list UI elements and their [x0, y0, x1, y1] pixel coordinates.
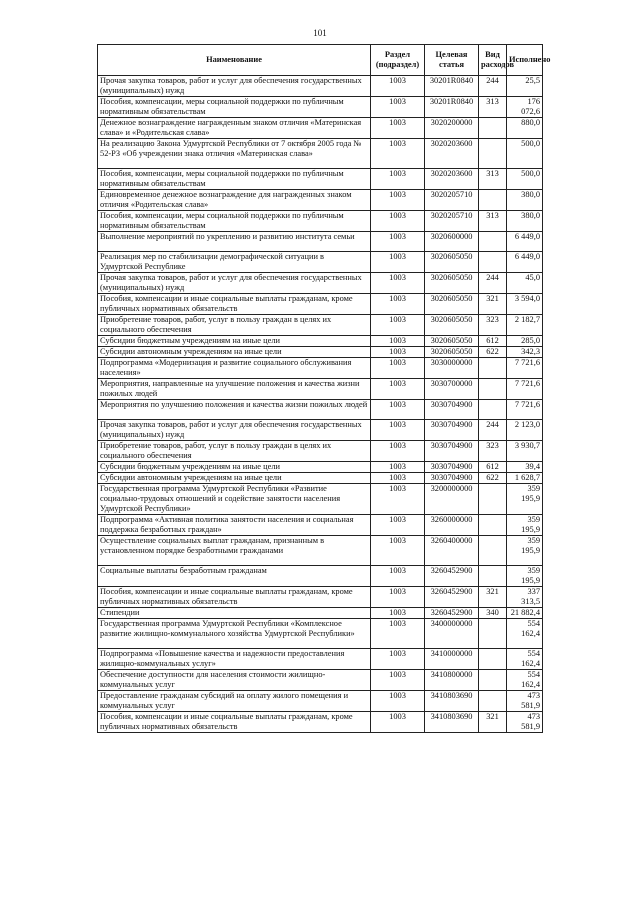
cell-done: 359 195,9: [507, 536, 543, 566]
cell-kind: 244: [479, 76, 507, 97]
cell-done: 380,0: [507, 190, 543, 211]
cell-kind: [479, 619, 507, 649]
cell-section: 1003: [371, 97, 425, 118]
cell-kind: [479, 400, 507, 420]
table-header-row: [98, 45, 543, 76]
cell-kind: 321: [479, 712, 507, 733]
cell-kind: 622: [479, 473, 507, 484]
cell-section: 1003: [371, 211, 425, 232]
cell-name: Осуществление социальных выплат гражданам, признанным в установленном порядке безработными гражданами: [98, 536, 371, 566]
cell-target: 3020605050: [425, 252, 479, 273]
cell-done: 7 721,6: [507, 358, 543, 379]
cell-section: 1003: [371, 358, 425, 379]
cell-done: 880,0: [507, 118, 543, 139]
cell-target: 3030704900: [425, 441, 479, 462]
cell-kind: [479, 358, 507, 379]
cell-section: 1003: [371, 336, 425, 347]
header-done: Исполнено: [507, 45, 543, 76]
table-row: [98, 315, 543, 336]
cell-done: 2 182,7: [507, 315, 543, 336]
table-row: [98, 232, 543, 252]
cell-kind: 244: [479, 420, 507, 441]
cell-section: 1003: [371, 649, 425, 670]
cell-kind: [479, 484, 507, 515]
cell-done: 380,0: [507, 211, 543, 232]
cell-done: 359 195,9: [507, 566, 543, 587]
cell-target: 3260452900: [425, 608, 479, 619]
cell-section: 1003: [371, 566, 425, 587]
cell-kind: 340: [479, 608, 507, 619]
table-row: [98, 358, 543, 379]
table-row: [98, 211, 543, 232]
cell-target: 30201R0840: [425, 76, 479, 97]
cell-kind: [479, 232, 507, 252]
cell-section: 1003: [371, 536, 425, 566]
cell-target: 3020205710: [425, 211, 479, 232]
cell-kind: 313: [479, 211, 507, 232]
cell-done: 554 162,4: [507, 649, 543, 670]
table-row: [98, 649, 543, 670]
cell-done: 21 882,4: [507, 608, 543, 619]
cell-section: 1003: [371, 273, 425, 294]
cell-name: Государственная программа Удмуртской Республики «Развитие социально-трудовых отношений и содействие занятости населения Удмуртской Республики»: [98, 484, 371, 515]
cell-name: Социальные выплаты безработным гражданам: [98, 566, 371, 587]
cell-section: 1003: [371, 441, 425, 462]
cell-target: 3020605050: [425, 336, 479, 347]
cell-section: 1003: [371, 484, 425, 515]
cell-done: 554 162,4: [507, 670, 543, 691]
cell-section: 1003: [371, 619, 425, 649]
table-row: [98, 400, 543, 420]
cell-target: 3020605050: [425, 315, 479, 336]
table-row: [98, 691, 543, 712]
cell-section: 1003: [371, 76, 425, 97]
cell-kind: [479, 252, 507, 273]
cell-target: 3020203600: [425, 139, 479, 169]
table-row: [98, 118, 543, 139]
cell-kind: [479, 649, 507, 670]
cell-done: 554 162,4: [507, 619, 543, 649]
cell-target: 3200000000: [425, 484, 479, 515]
table-row: [98, 294, 543, 315]
cell-section: 1003: [371, 252, 425, 273]
table-row: [98, 169, 543, 190]
cell-name: Подпрограмма «Модернизация и развитие социального обслуживания населения»: [98, 358, 371, 379]
cell-name: Мероприятия по улучшению положения и качества жизни пожилых людей: [98, 400, 371, 420]
table-row: [98, 473, 543, 484]
cell-section: 1003: [371, 400, 425, 420]
cell-section: 1003: [371, 515, 425, 536]
cell-section: 1003: [371, 232, 425, 252]
table-body: [98, 76, 543, 733]
cell-kind: [479, 139, 507, 169]
cell-name: Субсидии бюджетным учреждениям на иные цели: [98, 462, 371, 473]
cell-name: Субсидии бюджетным учреждениям на иные цели: [98, 336, 371, 347]
cell-name: Пособия, компенсации и иные социальные выплаты гражданам, кроме публичных нормативных обязательств: [98, 294, 371, 315]
cell-name: Прочая закупка товаров, работ и услуг для обеспечения государственных (муниципальных) нужд: [98, 273, 371, 294]
table-row: [98, 536, 543, 566]
cell-target: 3030704900: [425, 462, 479, 473]
cell-section: 1003: [371, 294, 425, 315]
cell-done: 1 628,7: [507, 473, 543, 484]
table-row: [98, 420, 543, 441]
cell-done: 3 594,0: [507, 294, 543, 315]
cell-name: Предоставление гражданам субсидий на оплату жилого помещения и коммунальных услуг: [98, 691, 371, 712]
cell-target: 3410803690: [425, 712, 479, 733]
cell-target: 3020203600: [425, 169, 479, 190]
table-row: [98, 515, 543, 536]
cell-target: 3410000000: [425, 649, 479, 670]
cell-done: 45,0: [507, 273, 543, 294]
cell-kind: 313: [479, 169, 507, 190]
cell-kind: 622: [479, 347, 507, 358]
cell-done: 473 581,9: [507, 691, 543, 712]
table-row: [98, 566, 543, 587]
cell-kind: [479, 691, 507, 712]
cell-target: 3410800000: [425, 670, 479, 691]
header-target: Целевая статья: [425, 45, 479, 76]
table-row: [98, 379, 543, 400]
cell-section: 1003: [371, 118, 425, 139]
cell-done: 500,0: [507, 139, 543, 169]
cell-kind: [479, 515, 507, 536]
cell-name: Выполнение мероприятий по укреплению и развитию института семьи: [98, 232, 371, 252]
table-row: [98, 712, 543, 733]
cell-done: 3 930,7: [507, 441, 543, 462]
cell-name: Прочая закупка товаров, работ и услуг для обеспечения государственных (муниципальных) нужд: [98, 420, 371, 441]
cell-kind: [479, 379, 507, 400]
cell-done: 176 072,6: [507, 97, 543, 118]
cell-target: 3260452900: [425, 587, 479, 608]
cell-section: 1003: [371, 139, 425, 169]
budget-table: [97, 44, 551, 733]
cell-name: Денежное вознаграждение награжденным знаком отличия «Материнская слава» и «Родительская слава»: [98, 118, 371, 139]
cell-target: 3030704900: [425, 473, 479, 484]
cell-done: 337 313,5: [507, 587, 543, 608]
cell-kind: [479, 190, 507, 211]
cell-kind: 244: [479, 273, 507, 294]
header-section: Раздел (подраздел): [371, 45, 425, 76]
cell-section: 1003: [371, 473, 425, 484]
cell-name: Приобретение товаров, работ, услуг в пользу граждан в целях их социального обеспечения: [98, 315, 371, 336]
cell-target: 3260400000: [425, 536, 479, 566]
table-row: [98, 76, 543, 97]
cell-kind: [479, 566, 507, 587]
cell-target: 3020605050: [425, 273, 479, 294]
cell-done: 500,0: [507, 169, 543, 190]
cell-kind: [479, 536, 507, 566]
cell-section: 1003: [371, 347, 425, 358]
cell-section: 1003: [371, 169, 425, 190]
table-row: [98, 347, 543, 358]
cell-done: 285,0: [507, 336, 543, 347]
table-row: [98, 252, 543, 273]
cell-section: 1003: [371, 712, 425, 733]
table-row: [98, 462, 543, 473]
cell-kind: 321: [479, 294, 507, 315]
cell-target: 3020605050: [425, 347, 479, 358]
header-name: Наименование: [98, 45, 371, 76]
cell-done: 25,5: [507, 76, 543, 97]
cell-done: 2 123,0: [507, 420, 543, 441]
cell-section: 1003: [371, 420, 425, 441]
cell-section: 1003: [371, 379, 425, 400]
table-row: [98, 587, 543, 608]
cell-done: 39,4: [507, 462, 543, 473]
table-row: [98, 441, 543, 462]
cell-kind: 323: [479, 441, 507, 462]
cell-name: Стипендии: [98, 608, 371, 619]
cell-section: 1003: [371, 315, 425, 336]
cell-target: 3030704900: [425, 400, 479, 420]
cell-name: Пособия, компенсации и иные социальные выплаты гражданам, кроме публичных нормативных обязательств: [98, 587, 371, 608]
table-row: [98, 619, 543, 649]
cell-name: На реализацию Закона Удмуртской Республики от 7 октября 2005 года № 52-РЗ «Об учреждении знака отличия «Материнская слава»: [98, 139, 371, 169]
cell-target: 3260452900: [425, 566, 479, 587]
cell-name: Обеспечение доступности для населения стоимости жилищно-коммунальных услуг: [98, 670, 371, 691]
cell-done: 473 581,9: [507, 712, 543, 733]
cell-name: Мероприятия, направленные на улучшение положения и качества жизни пожилых людей: [98, 379, 371, 400]
page-number: 101: [313, 28, 327, 38]
cell-section: 1003: [371, 608, 425, 619]
cell-target: 3400000000: [425, 619, 479, 649]
table-row: [98, 97, 543, 118]
table-row: [98, 484, 543, 515]
cell-name: Подпрограмма «Повышение качества и надежности предоставления жилищно-коммунальных услуг»: [98, 649, 371, 670]
cell-done: 342,3: [507, 347, 543, 358]
cell-section: 1003: [371, 691, 425, 712]
cell-name: Государственная программа Удмуртской Республики «Комплексное развитие жилищно-коммунального хозяйства Удмуртской Республики»: [98, 619, 371, 649]
cell-done: 359 195,9: [507, 515, 543, 536]
cell-name: Единовременное денежное вознаграждение для награжденных знаком отличия «Родительская слава»: [98, 190, 371, 211]
cell-target: 30201R0840: [425, 97, 479, 118]
cell-name: Субсидии автономным учреждениям на иные цели: [98, 473, 371, 484]
cell-target: 3020605050: [425, 294, 479, 315]
cell-section: 1003: [371, 587, 425, 608]
cell-name: Пособия, компенсации, меры социальной поддержки по публичным нормативным обязательствам: [98, 211, 371, 232]
cell-target: 3020600000: [425, 232, 479, 252]
cell-target: 3020205710: [425, 190, 479, 211]
cell-target: 3410803690: [425, 691, 479, 712]
cell-done: 6 449,0: [507, 232, 543, 252]
cell-name: Пособия, компенсации, меры социальной поддержки по публичным нормативным обязательствам: [98, 97, 371, 118]
cell-target: 3020200000: [425, 118, 479, 139]
cell-name: Субсидии автономным учреждениям на иные цели: [98, 347, 371, 358]
cell-done: 7 721,6: [507, 379, 543, 400]
cell-name: Пособия, компенсации и иные социальные выплаты гражданам, кроме публичных нормативных обязательств: [98, 712, 371, 733]
cell-name: Реализация мер по стабилизации демографической ситуации в Удмуртской Республике: [98, 252, 371, 273]
cell-kind: [479, 670, 507, 691]
cell-target: 3030000000: [425, 358, 479, 379]
cell-target: 3260000000: [425, 515, 479, 536]
cell-name: Приобретение товаров, работ, услуг в пользу граждан в целях их социального обеспечения: [98, 441, 371, 462]
cell-name: Прочая закупка товаров, работ и услуг для обеспечения государственных (муниципальных) нужд: [98, 76, 371, 97]
table-row: [98, 670, 543, 691]
cell-kind: 612: [479, 336, 507, 347]
cell-kind: 321: [479, 587, 507, 608]
cell-section: 1003: [371, 462, 425, 473]
header-kind: Вид расходов: [479, 45, 507, 76]
cell-kind: 323: [479, 315, 507, 336]
table-row: [98, 190, 543, 211]
cell-kind: 313: [479, 97, 507, 118]
cell-name: Пособия, компенсации, меры социальной поддержки по публичным нормативным обязательствам: [98, 169, 371, 190]
table-row: [98, 336, 543, 347]
cell-done: 6 449,0: [507, 252, 543, 273]
cell-done: 359 195,9: [507, 484, 543, 515]
table-row: [98, 608, 543, 619]
cell-done: 7 721,6: [507, 400, 543, 420]
cell-target: 3030704900: [425, 420, 479, 441]
cell-name: Подпрограмма «Активная политика занятости населения и социальная поддержка безработных граждан»: [98, 515, 371, 536]
cell-target: 3030700000: [425, 379, 479, 400]
cell-section: 1003: [371, 670, 425, 691]
cell-kind: 612: [479, 462, 507, 473]
table-row: [98, 139, 543, 169]
table-row: [98, 273, 543, 294]
cell-section: 1003: [371, 190, 425, 211]
cell-kind: [479, 118, 507, 139]
